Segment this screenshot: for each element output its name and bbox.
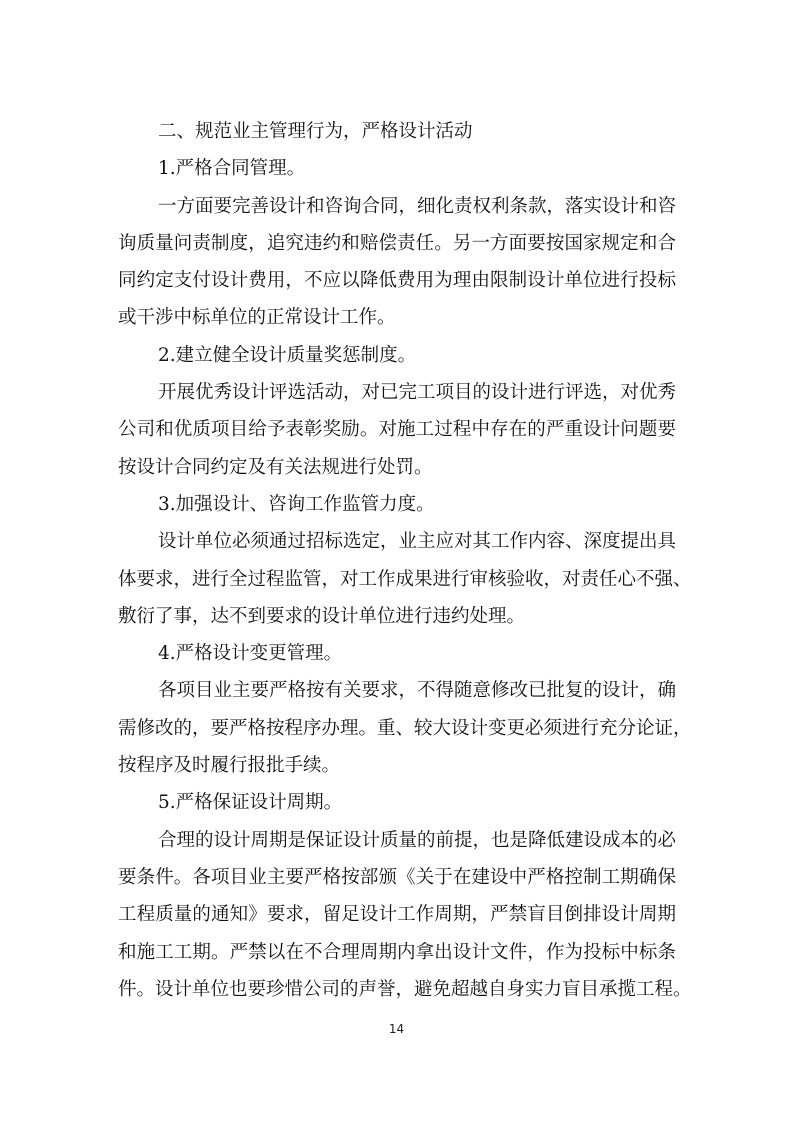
paragraph-line: 需修改的，要严格按程序办理。重、较大设计变更必须进行充分论证， xyxy=(118,717,692,739)
paragraph-line: 开展优秀设计评选活动，对已完工项目的设计进行评选，对优秀 xyxy=(158,382,677,404)
paragraph-line: 一方面要完善设计和咨询合同，细化责权利条款，落实设计和咨 xyxy=(158,195,677,217)
page-number: 14 xyxy=(388,1022,405,1036)
item-heading: 5.严格保证设计周期。 xyxy=(158,792,343,814)
section-heading: 二、规范业主管理行为，严格设计活动 xyxy=(158,121,473,142)
paragraph-line: 公司和优质项目给予表彰奖励。对施工过程中存在的严重设计问题要 xyxy=(118,419,676,441)
paragraph-line: 或干涉中标单位的正常设计工作。 xyxy=(118,307,396,329)
item-heading: 3.加强设计、咨询工作监管力度。 xyxy=(158,493,435,515)
paragraph-line: 要条件。各项目业主要严格按部颁《关于在建设中严格控制工期确保 xyxy=(118,866,676,888)
document-body xyxy=(118,113,692,1008)
paragraph-line: 体要求，进行全过程监管，对工作成果进行审核验收，对责任心不强、 xyxy=(118,568,692,590)
item-5 xyxy=(118,784,692,1008)
paragraph-line: 工程质量的通知》要求，留足设计工作周期，严禁盲目倒排设计周期 xyxy=(118,904,676,926)
item-heading: 2.建立健全设计质量奖惩制度。 xyxy=(158,344,417,366)
paragraph-line: 同约定支付设计费用，不应以降低费用为理由限制设计单位进行投标 xyxy=(118,270,676,292)
item-heading: 4.严格设计变更管理。 xyxy=(158,643,343,665)
paragraph-line: 合理的设计周期是保证设计质量的前提，也是降低建设成本的必 xyxy=(158,829,677,851)
paragraph-line: 按程序及时履行报批手续。 xyxy=(118,755,341,777)
paragraph-line: 和施工工期。严禁以在不合理周期内拿出设计文件，作为投标中标条 xyxy=(118,941,676,963)
paragraph-line: 敷衍了事，达不到要求的设计单位进行违约处理。 xyxy=(118,605,526,627)
item-3 xyxy=(118,486,692,635)
item-2 xyxy=(118,337,676,486)
paragraph-line: 按设计合同约定及有关法规进行处罚。 xyxy=(118,456,433,478)
paragraph-line: 设计单位必须通过招标选定，业主应对其工作内容、深度提出具 xyxy=(158,531,677,553)
paragraph-line: 询质量问责制度，追究违约和赔偿责任。另一方面要按国家规定和合 xyxy=(118,232,676,254)
item-1 xyxy=(118,150,676,336)
paragraph-line: 各项目业主要严格按有关要求，不得随意修改已批复的设计，确 xyxy=(158,680,677,702)
item-4 xyxy=(118,635,692,784)
paragraph-line: 件。设计单位也要珍惜公司的声誉，避免超越自身实力盲目承揽工程。 xyxy=(118,978,692,1000)
item-heading: 1.严格合同管理。 xyxy=(158,158,306,180)
